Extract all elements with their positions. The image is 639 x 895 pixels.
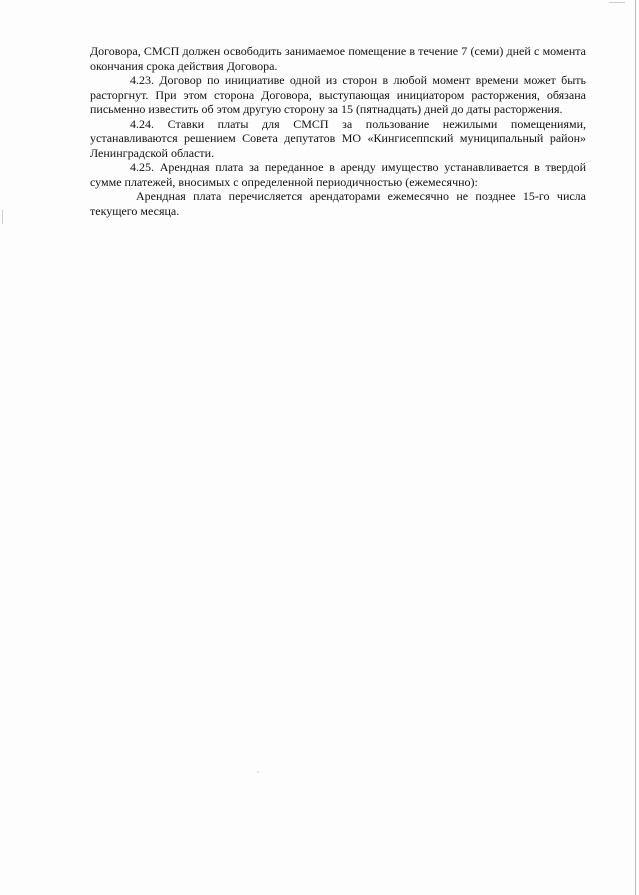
paragraph-payment-terms: Арендная плата перечисляется арендаторами ежемесячно не позднее 15-го числа текущего месяца. (90, 189, 586, 218)
paragraph-4-23: 4.23. Договор по инициативе одной из сторон в любой момент времени может быть расторгнут. При этом сторона Договора, выступающая инициатором расторжения, обязана письменно известить об этом другую сторону за 15 (пятнадцать) дней до даты расторжения. (90, 73, 586, 116)
scan-artifact (609, 2, 625, 3)
document-body (90, 44, 586, 218)
paragraph-4-25: 4.25. Арендная плата за переданное в аренду имущество устанавливается в твердой сумме платежей, вносимых с определенной периодичностью (ежемесячно): (90, 160, 586, 189)
scan-speck (257, 771, 259, 773)
paragraph-continuation: Договора, СМСП должен освободить занимаемое помещение в течение 7 (семи) дней с момента окончания срока действия Договора. (90, 44, 586, 73)
paragraph-4-24: 4.24. Ставки платы для СМСП за пользование нежилыми помещениями, устанавливаются решением Совета депутатов МО «Кингисеппский муниципальный район» Ленинградской области. (90, 116, 586, 160)
scan-edge (635, 0, 636, 895)
scan-edge-mark (2, 210, 3, 224)
